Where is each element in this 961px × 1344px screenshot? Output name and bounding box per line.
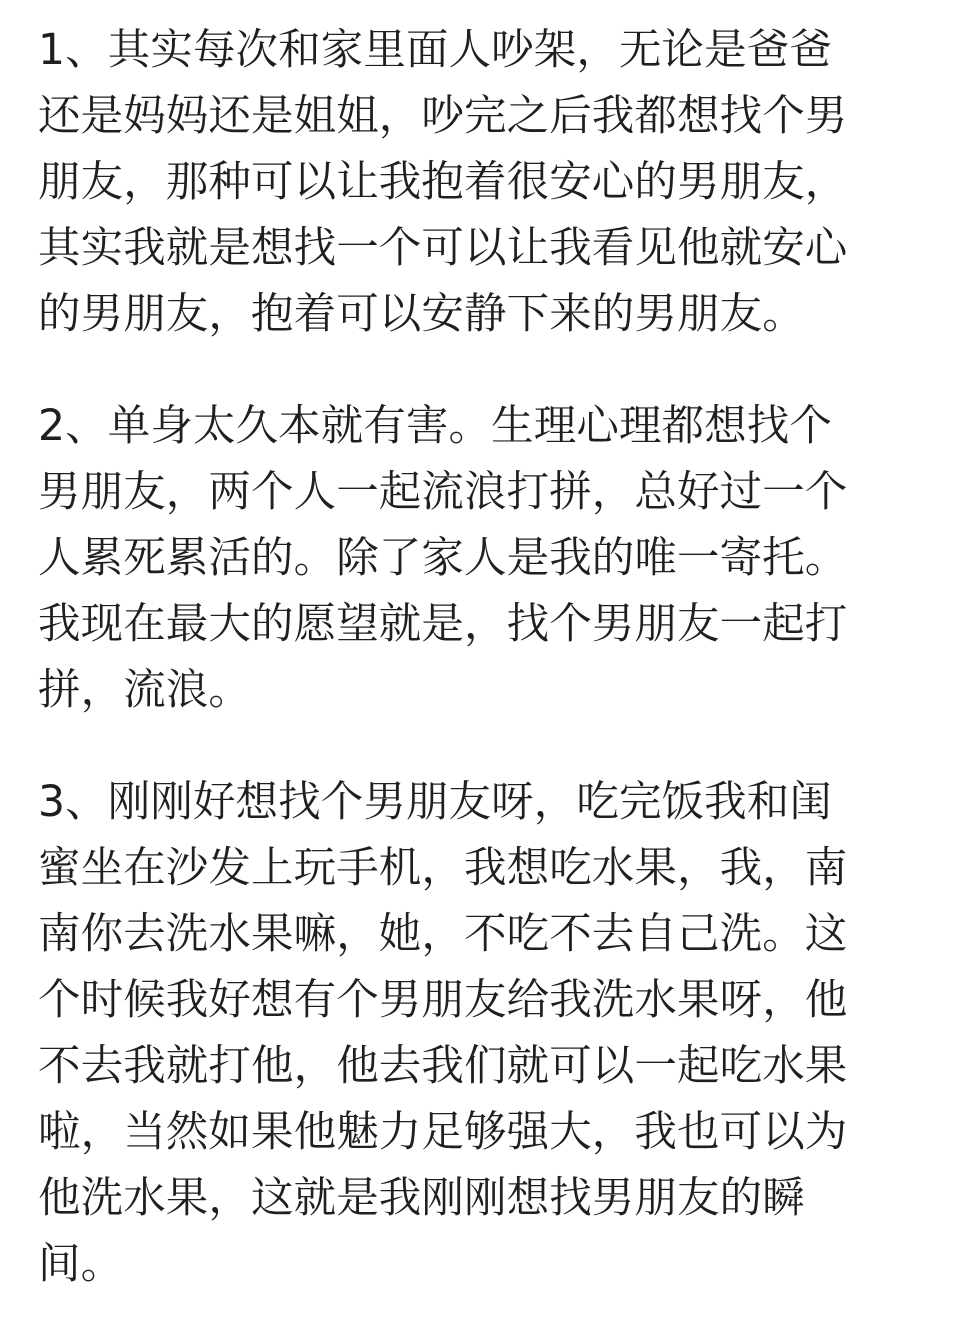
paragraph-3: 3、刚刚好想找个男朋友呀，吃完饭我和闺 蜜坐在沙发上玩手机，我想吃水果，我，南 南你去洗水果嘛，她，不吃不去自己洗。这 个时候我好想有个男朋友给我洗水果呀，他 不去我就打他，他去我们就可以一起吃水果 啦，当然如果他魅力足够强大，我也可以为 他洗水果，这就是我刚刚想找男朋友的瞬 间。 bbox=[38, 778, 848, 1289]
document-body bbox=[38, 18, 928, 1344]
paragraph-1: 1、其实每次和家里面人吵架，无论是爸爸 还是妈妈还是姐姐，吵完之后我都想找个男 朋友，那种可以让我抱着很安心的男朋友， 其实我就是想找一个可以让我看见他就安心 的男朋友，抱着可以安静下来的男朋友。 bbox=[38, 26, 848, 339]
paragraph-2: 2、单身太久本就有害。生理心理都想找个 男朋友，两个人一起流浪打拼，总好过一个 人累死累活的。除了家人是我的唯一寄托。 我现在最大的愿望就是，找个男朋友一起打 拼，流浪。 bbox=[38, 402, 848, 715]
